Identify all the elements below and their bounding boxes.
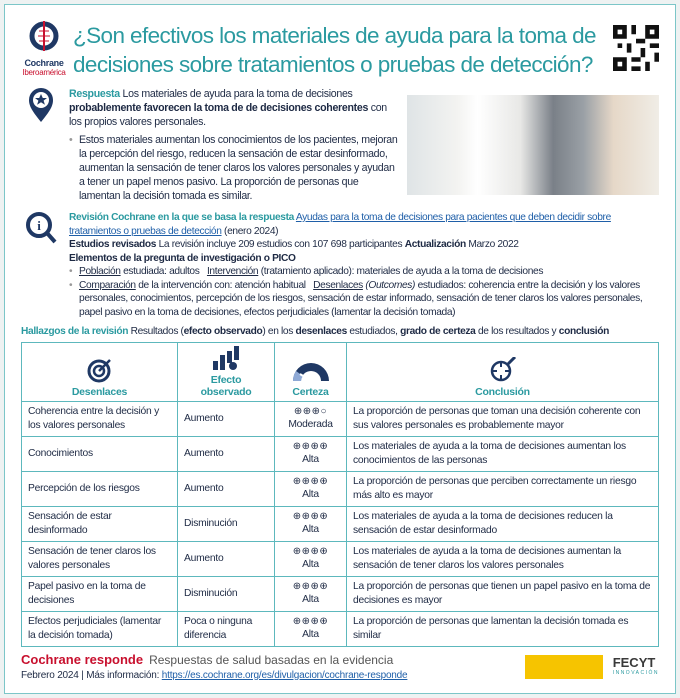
studies-text: La revisión incluye 209 estudios con 107 698 participantes: [158, 239, 403, 250]
cochrane-logo: [21, 19, 67, 77]
outcome-cell: Conocimientos: [22, 436, 178, 471]
conclusion-cell: La proporción de personas que toman una decisión coherente con sus valores personales es probablemente mayor: [347, 401, 659, 436]
header-label: Certeza: [292, 385, 329, 398]
outcomes-text: estudiados: coherencia entre la decisión y los valores personales, conocimientos, percepción de los riesgos, sensación de estar informado, sensación de tener claros los valores personales, papel pasivo en la toma de decisiones, efectos perjudiciales (lamentar la decisión tomada): [79, 279, 643, 318]
table-row: [22, 611, 659, 646]
header: [21, 19, 659, 79]
footer-date: Febrero 2024 |: [21, 669, 84, 681]
header-outcomes: [22, 342, 178, 401]
update-label: Actualización: [404, 239, 466, 250]
qr-code-icon[interactable]: [613, 25, 659, 71]
table-row: [22, 541, 659, 576]
answer-section: [69, 87, 399, 203]
more-info-label: Más información:: [86, 669, 160, 681]
header-certainty: [275, 342, 347, 401]
fecyt-logo: [613, 656, 659, 677]
table-row: [22, 576, 659, 611]
intervention-text: (tratamiento aplicado): materiales de ayuda a la toma de decisiones: [260, 266, 544, 277]
findings-t4: de los resultados y: [477, 326, 557, 337]
cochrane-logo-icon: [29, 19, 59, 53]
outcome-cell: Sensación de tener claros los valores personales: [22, 541, 178, 576]
doctor-patient-photo: [407, 95, 659, 195]
answer-bold: probablemente favorecen la toma de de decisiones coherentes: [69, 102, 369, 114]
header-label: Efecto observado: [200, 373, 252, 398]
header-effect: [178, 342, 275, 401]
pico-comparison: [69, 279, 659, 320]
brand-name: Cochrane responde: [21, 651, 144, 667]
page-title: ¿Son efectivos los materiales de ayuda para la toma de decisiones sobre tratamientos o pruebas de detección?: [73, 23, 596, 77]
comparison-label: Comparación: [79, 279, 136, 291]
outcomes-paren: (Outcomes): [365, 279, 416, 291]
outcome-cell: Efectos perjudiciales (lamentar la decisión tomada): [22, 611, 178, 646]
crosshair-icon: [489, 357, 517, 383]
answer-bullet: • Estos materiales aumentan los conocimientos de los pacientes, mejoran la percepción del riesgo, reducen la sensación de estar desinformado, aumentan la sensación de tener claros los valores personales y ayudan a tener un papel menos pasivo. La proporción de personas que lamentan la decisión tomada es similar.: [69, 133, 399, 203]
review-link[interactable]: Ayudas para la toma de decisiones para pacientes que deben decidir sobre tratamientos o pruebas de detección: [69, 212, 611, 237]
findings-t3: estudiados,: [349, 326, 398, 337]
outcome-cell: Sensación de estar desinformado: [22, 506, 178, 541]
comparison-text: de la intervención con: atención habitual: [138, 279, 306, 291]
certainty-symbols: ⊕⊕⊕⊕: [292, 616, 329, 627]
pico-title: Elementos de la pregunta de investigación o PICO: [69, 252, 296, 264]
effect-cell: Aumento: [178, 401, 275, 436]
table-row: [22, 401, 659, 436]
footer-info: [21, 669, 407, 683]
certainty-symbols: ⊕⊕⊕○: [293, 406, 328, 417]
update-date: Marzo 2022: [468, 239, 519, 250]
certainty-cell: [275, 611, 347, 646]
effect-cell: Aumento: [178, 436, 275, 471]
outcome-cell: Coherencia entre la decisión y los valores personales: [22, 401, 178, 436]
findings-label: Hallazgos de la revisión: [21, 326, 129, 337]
certainty-label: Alta: [302, 593, 319, 605]
logo-line1: Cochrane: [24, 58, 64, 68]
review-date: (enero 2024): [224, 225, 279, 237]
fecyt-sub: INNOVACIÓN: [612, 670, 659, 676]
certainty-symbols: ⊕⊕⊕⊕: [292, 441, 329, 452]
header-conclusion: [347, 342, 659, 401]
more-info-link[interactable]: https://es.cochrane.org/es/divulgacion/cochrane-responde: [161, 669, 408, 681]
certainty-label: Moderada: [288, 418, 333, 430]
outcomes-label: Desenlaces: [313, 279, 363, 291]
findings-heading: [21, 325, 659, 339]
table-row: [22, 471, 659, 506]
bar-chart-icon: [211, 345, 241, 371]
findings-b2: desenlaces: [295, 326, 347, 337]
conclusion-cell: Los materiales de ayuda a la toma de decisiones aumentan la sensación de tener claros los valores personales: [347, 541, 659, 576]
effect-cell: Poca o ninguna diferencia: [178, 611, 275, 646]
findings-b4: conclusión: [558, 326, 610, 337]
certainty-symbols: ⊕⊕⊕⊕: [292, 476, 329, 487]
fecyt-text: FECYT: [612, 655, 656, 670]
conclusion-cell: La proporción de personas que tienen un papel pasivo en la toma de decisiones es mayor: [347, 576, 659, 611]
review-section: [69, 211, 659, 319]
certainty-label: Alta: [302, 453, 319, 465]
conclusion-cell: La proporción de personas que perciben correctamente un riesgo más alto es mayor: [347, 471, 659, 506]
effect-cell: Aumento: [178, 471, 275, 506]
certainty-cell: [275, 436, 347, 471]
certainty-label: Alta: [302, 523, 319, 535]
certainty-cell: [275, 541, 347, 576]
brand-tagline: Respuestas de salud basadas en la evidencia: [149, 652, 394, 667]
gauge-icon: [291, 357, 331, 383]
conclusion-cell: Los materiales de ayuda a la toma de decisiones reducen la sensación de estar desinformado: [347, 506, 659, 541]
infographic-card: [4, 4, 676, 694]
review-row: [21, 211, 659, 319]
gobierno-espana-logo: [525, 655, 603, 679]
effect-cell: Disminución: [178, 576, 275, 611]
outcome-cell: Papel pasivo en la toma de decisiones: [22, 576, 178, 611]
certainty-label: Alta: [302, 558, 319, 570]
answer-text: Los materiales de ayuda para la toma de decisiones: [122, 88, 353, 100]
population-text: estudiada: adultos: [123, 266, 200, 277]
footer: [21, 651, 659, 683]
magnifier-info-icon: [25, 211, 57, 245]
intervention-label: Intervención: [206, 266, 259, 277]
effect-cell: Aumento: [178, 541, 275, 576]
population-label: Población: [79, 266, 121, 277]
certainty-label: Alta: [302, 628, 319, 640]
footer-brand: [21, 651, 407, 669]
pico-population: [69, 265, 659, 279]
header-label: Desenlaces: [71, 385, 128, 398]
certainty-cell: [275, 401, 347, 436]
table-row: [22, 436, 659, 471]
certainty-label: Alta: [302, 488, 319, 500]
certainty-symbols: ⊕⊕⊕⊕: [292, 511, 329, 522]
conclusion-cell: La proporción de personas que lamentan la decisión tomada es similar: [347, 611, 659, 646]
certainty-cell: [275, 471, 347, 506]
logo-line2: Iberoamérica: [22, 68, 66, 77]
location-star-icon: [27, 87, 55, 123]
svg-text:i: i: [37, 218, 41, 233]
target-icon: [87, 357, 113, 383]
certainty-symbols: ⊕⊕⊕⊕: [292, 546, 329, 557]
answer-label: Respuesta: [69, 88, 120, 100]
outcome-cell: Percepción de los riesgos: [22, 471, 178, 506]
studies-label: Estudios revisados: [69, 239, 157, 250]
effect-cell: Disminución: [178, 506, 275, 541]
conclusion-cell: Los materiales de ayuda a la toma de decisiones aumentan los conocimientos de las personas: [347, 436, 659, 471]
findings-t1: Resultados (: [130, 326, 184, 337]
certainty-cell: [275, 576, 347, 611]
header-label: Conclusión: [475, 385, 530, 398]
findings-t2: ) en los: [262, 326, 293, 337]
answer-text2: con los propios valores personales.: [69, 102, 387, 128]
certainty-symbols: ⊕⊕⊕⊕: [292, 581, 329, 592]
findings-b1: efecto observado: [183, 326, 263, 337]
table-row: [22, 506, 659, 541]
certainty-cell: [275, 506, 347, 541]
findings-b3: grado de certeza: [400, 326, 476, 337]
findings-table: [21, 342, 659, 647]
review-label: Revisión Cochrane en la que se basa la respuesta: [69, 212, 294, 223]
answer-row: [21, 87, 659, 203]
